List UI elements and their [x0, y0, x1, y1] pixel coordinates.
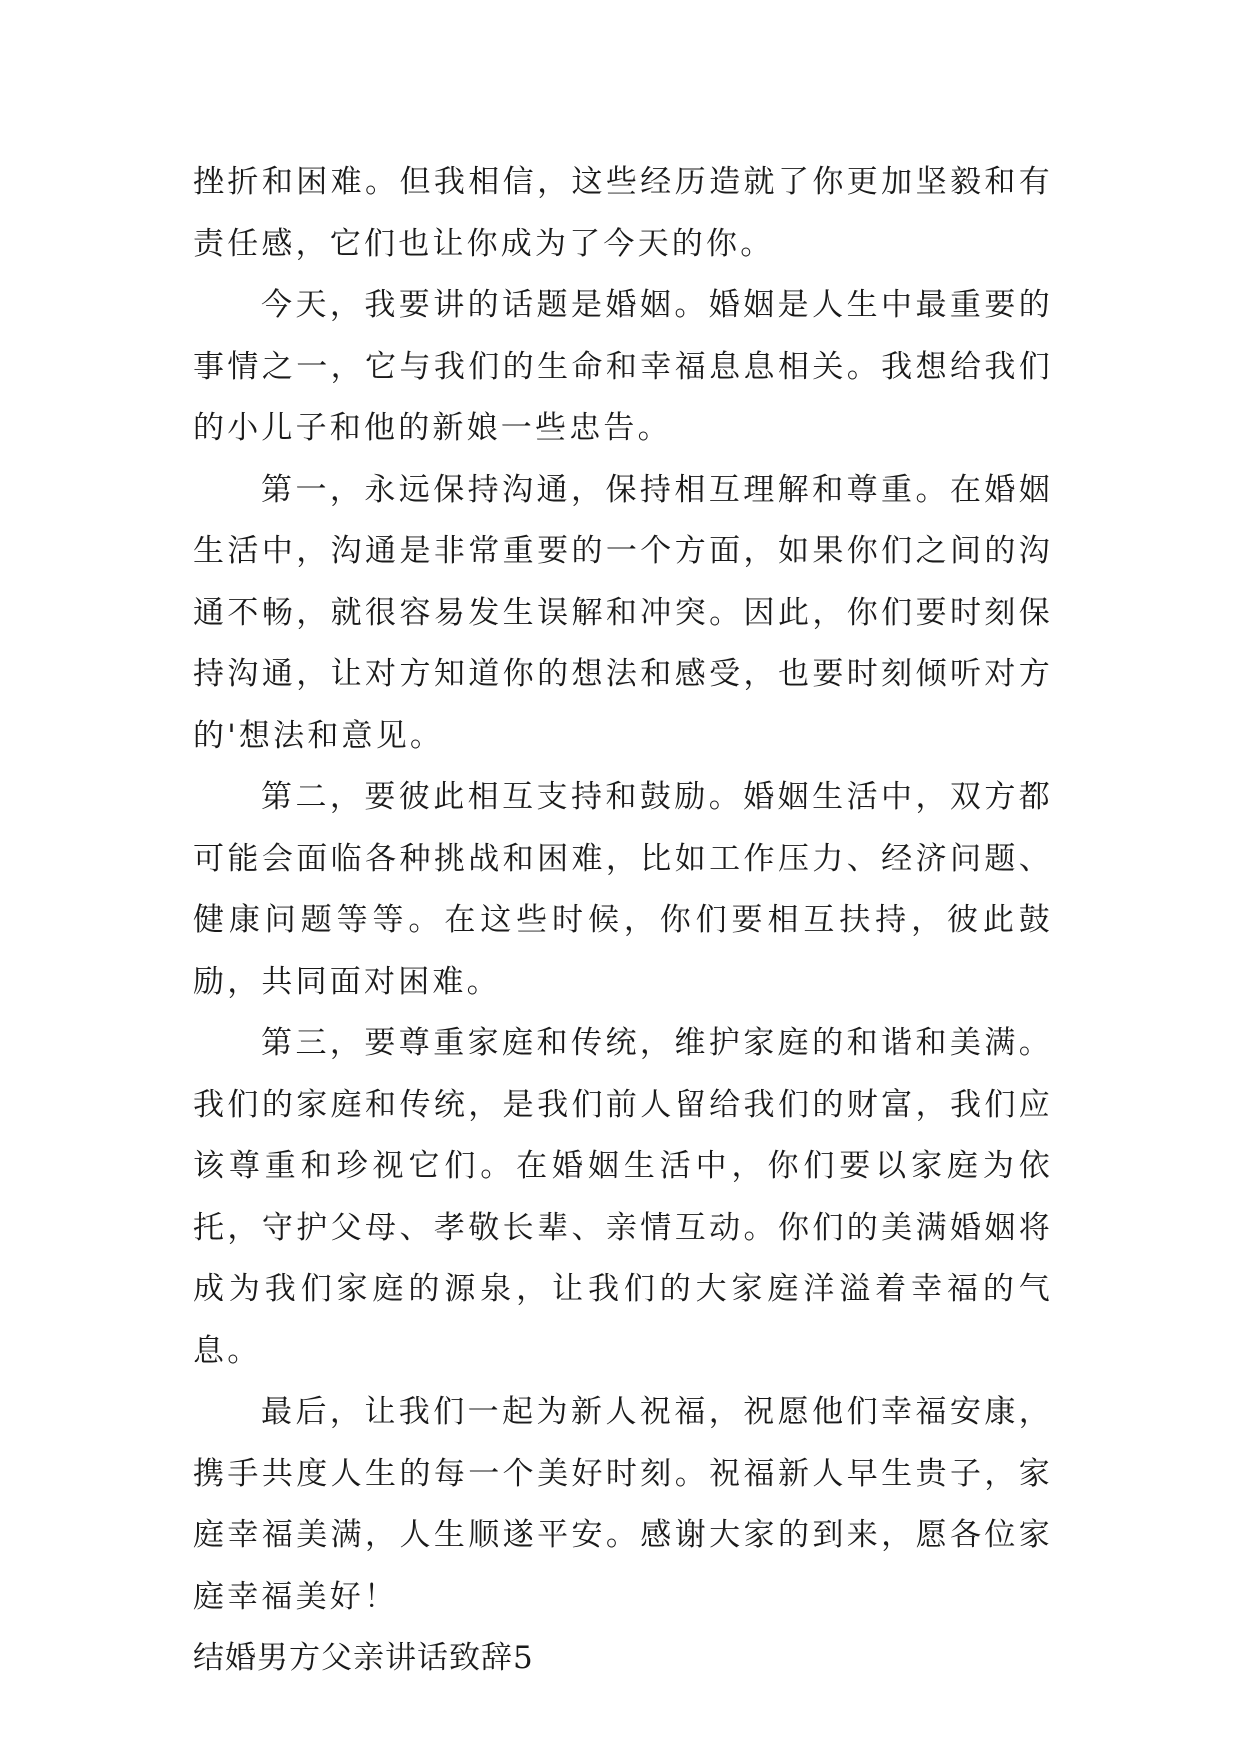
paragraph-6: 最后，让我们一起为新人祝福，祝愿他们幸福安康，携手共度人生的每一个美好时刻。祝福新人早生贵子，家庭幸福美满，人生顺遂平安。感谢大家的到来，愿各位家庭幸福美好！ — [193, 1394, 1053, 1615]
section-heading: 结婚男方父亲讲话致辞5 — [193, 1640, 534, 1676]
paragraph-3: 第一，永远保持沟通，保持相互理解和尊重。在婚姻生活中，沟通是非常重要的一个方面，如果你们之间的沟通不畅，就很容易发生误解和冲突。因此，你们要时刻保持沟通，让对方知道你的想法和感受，也要时刻倾听对方的'想法和意见。 — [193, 471, 1053, 754]
paragraph-4: 第二，要彼此相互支持和鼓励。婚姻生活中，双方都可能会面临各种挑战和困难，比如工作压力、经济问题、健康问题等等。在这些时候，你们要相互扶持，彼此鼓励，共同面对困难。 — [193, 779, 1053, 1000]
paragraph-2: 今天，我要讲的话题是婚姻。婚姻是人生中最重要的事情之一，它与我们的生命和幸福息息相关。我想给我们的小儿子和他的新娘一些忠告。 — [193, 287, 1053, 446]
paragraph-1: 挫折和困难。但我相信，这些经历造就了你更加坚毅和有责任感，它们也让你成为了今天的你。 — [193, 164, 1053, 262]
paragraph-5: 第三，要尊重家庭和传统，维护家庭的和谐和美满。我们的家庭和传统，是我们前人留给我们的财富，我们应该尊重和珍视它们。在婚姻生活中，你们要以家庭为依托，守护父母、孝敬长辈、亲情互动。你们的美满婚姻将成为我们家庭的源泉，让我们的大家庭洋溢着幸福的气息。 — [193, 1025, 1053, 1369]
document-body — [193, 152, 1053, 1690]
